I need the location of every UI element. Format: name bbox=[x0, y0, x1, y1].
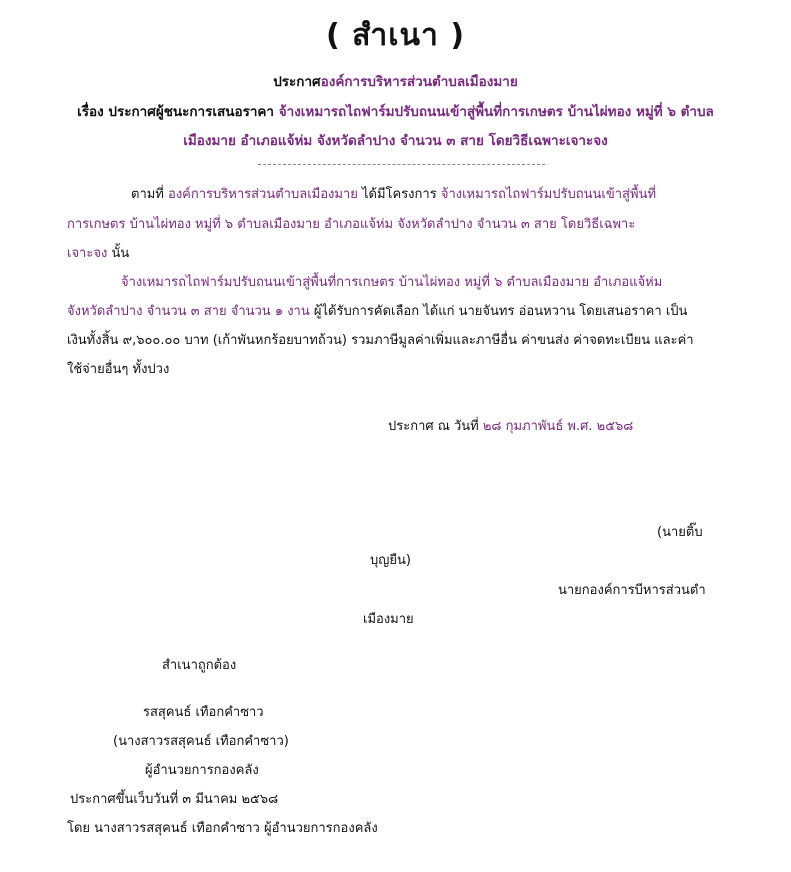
paragraph2-line3 bbox=[67, 332, 694, 350]
signer-name-part2: บุญยืน) bbox=[370, 553, 411, 568]
winner-name: นายจันทร อ่อนหวาน bbox=[458, 304, 576, 319]
paragraph2-line1: จ้างเหมารถไถฟาร์มปรับถนนเข้าสู่พื้นที่การเกษตร บ้านไผ่ทอง หมู่ที่ ๖ ตำบลเมืองมาย อำเภอแจ้ห่ม bbox=[121, 275, 663, 290]
announcement-heading bbox=[0, 70, 791, 92]
paragraph1-line1 bbox=[131, 186, 656, 204]
announce-date-label: ประกาศ ณ วันที่ bbox=[388, 419, 483, 434]
p1-method-end: เจาะจง bbox=[67, 246, 108, 261]
p2-tax-note: รวมภาษีมูลค่าเพิ่มและภาษีอื่น ค่าขนส่ง ค่าจดทะเบียน และค่า bbox=[346, 333, 694, 348]
announcement-prefix: ประกาศ bbox=[273, 74, 321, 90]
certifier-position: ผู้อำนวยการกองคลัง bbox=[145, 763, 259, 778]
p1-closing: นั้น bbox=[107, 246, 130, 261]
signer-title-part2: เมืองมาย bbox=[363, 612, 414, 627]
p2-currency: บาท bbox=[180, 333, 213, 348]
paragraph1-line2: การเกษตร บ้านไผ่ทอง หมู่ที่ ๖ ตำบลเมืองมาย อำเภอแจ้ห่ม จังหวัดลำปาง จำนวน ๓ สาย โดยวิธีเฉพาะ bbox=[67, 217, 636, 232]
p1-project-label: ได้มีโครงการ bbox=[357, 187, 441, 202]
certifier-full-name: (นางสาวรสสุคนธ์ เทือกคำซาว) bbox=[113, 734, 289, 749]
certified-copy-label: สำเนาถูกต้อง bbox=[162, 658, 237, 673]
p1-intro: ตามที่ bbox=[131, 187, 169, 202]
paragraph1-line3 bbox=[67, 245, 129, 263]
paragraph2-line2 bbox=[67, 303, 687, 321]
p2-offer-label: โดยเสนอราคา เป็น bbox=[575, 304, 688, 319]
subject-project: จ้างเหมารถไถฟาร์มปรับถนนเข้าสู่พื้นที่การเกษตร บ้านไผ่ทอง หมู่ที่ ๖ ตำบล bbox=[278, 104, 714, 120]
subject-line-continued: เมืองมาย อำเภอแจ้ห่ม จังหวัดลำปาง จำนวน ๓ สาย โดยวิธีเฉพาะเจาะจง bbox=[183, 133, 608, 149]
paragraph2-line4: ใช้จ่ายอื่นๆ ทั้งปวง bbox=[67, 362, 170, 377]
announce-date bbox=[388, 418, 633, 436]
document-title: ( สำเนา ) bbox=[325, 18, 466, 53]
signer-name-part1: (นายติ๊บ bbox=[657, 525, 703, 540]
announce-date-value: ๒๘ กุมภาพันธ์ พ.ศ. ๒๕๖๘ bbox=[482, 419, 634, 434]
separator-line bbox=[258, 164, 545, 165]
web-posting-date: ประกาศขึ้นเว็บวันที่ ๓ มีนาคม ๒๕๖๘ bbox=[70, 792, 279, 807]
p2-selected-label: ผู้ได้รับการคัดเลือก ได้แก่ bbox=[309, 304, 459, 319]
price-in-words: (เก้าพันหกร้อยบาทถ้วน) bbox=[212, 333, 347, 348]
subject-label: เรื่อง ประกาศผู้ชนะการเสนอราคา bbox=[77, 104, 279, 120]
p1-organization: องค์การบริหารส่วนตำบลเมืองมาย bbox=[168, 187, 358, 202]
subject-line bbox=[0, 100, 791, 122]
signer-title-part1: นายกองค์การบีหารส่วนตำ bbox=[558, 583, 706, 598]
certifier-signature: รสสุคนธ์ เทือกคำซาว bbox=[143, 705, 264, 720]
price-amount: ๙,๖๐๐.๐๐ bbox=[122, 333, 181, 348]
organization-name: องค์การบริหารส่วนตำบลเมืองมาย bbox=[320, 74, 518, 90]
p1-project: จ้างเหมารถไถฟาร์มปรับถนนเข้าสู่พื้นที่ bbox=[440, 187, 657, 202]
posted-by: โดย นางสาวรสสุคนธ์ เทือกคำซาว ผู้อำนวยการกองคลัง bbox=[67, 821, 378, 836]
p2-location: จังหวัดลำปาง จำนวน ๓ สาย จำนวน ๑ งาน bbox=[67, 304, 310, 319]
p2-total-label: เงินทั้งสิ้น bbox=[67, 333, 123, 348]
